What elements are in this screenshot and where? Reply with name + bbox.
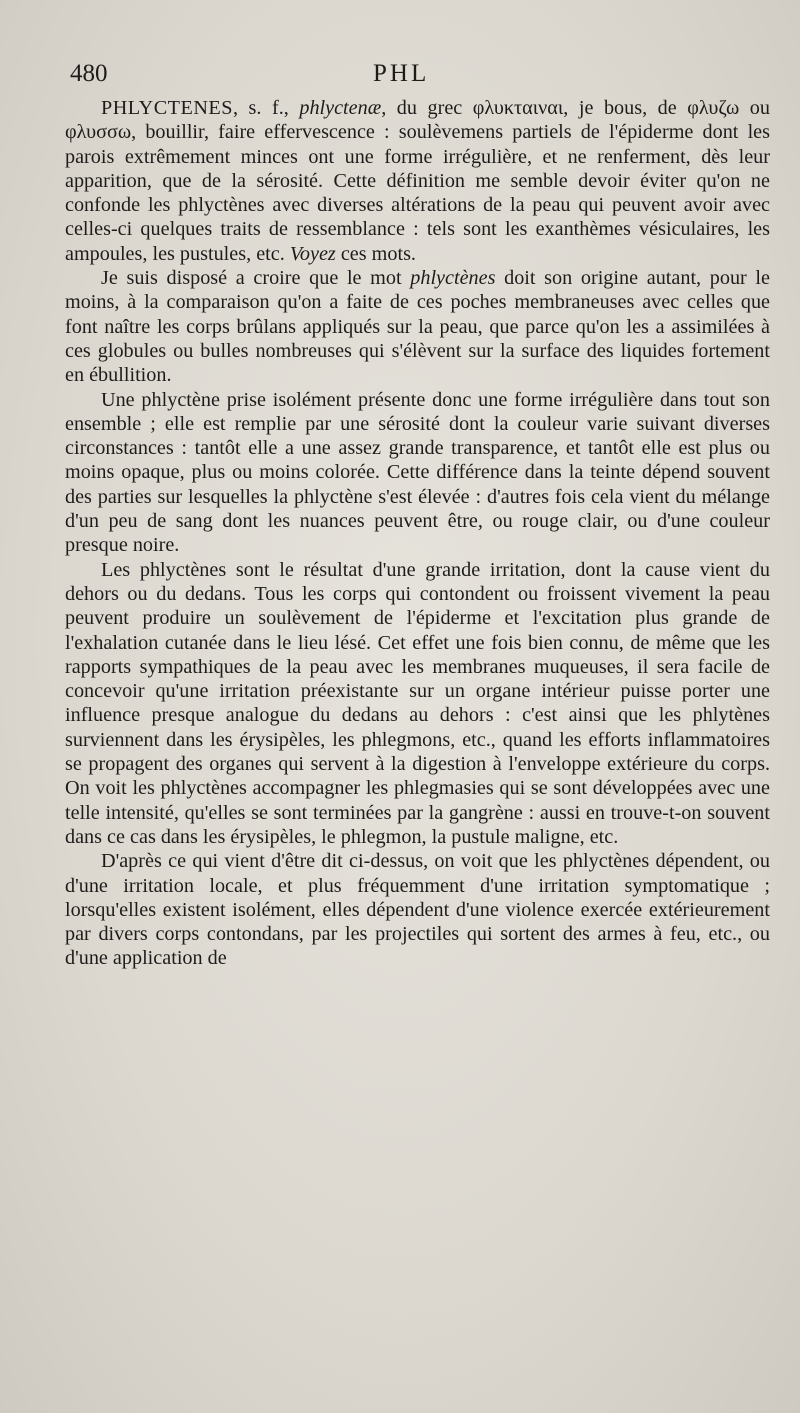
page-header: [70, 60, 770, 94]
headword: PHLYCTENES: [101, 97, 233, 119]
running-head: PHL: [373, 60, 430, 87]
see-reference: Voyez: [289, 242, 336, 265]
latin-term: phlyctenæ: [299, 97, 382, 119]
p1-part-a: , s. f.,: [232, 97, 300, 119]
paragraph-1: [65, 96, 770, 266]
page-number: 480: [70, 60, 108, 87]
p1-part-b: , du grec φλυκταιναι, je bous, de φλυζω ou φλυσσω, bouillir, faire effervescence : soulèvemens partiels de l'épiderme dont les parois extrêmement minces ont une forme irrégulière, et ne renferment, dès leur apparition, que de la sérosité. Cette définition me semble devoir éviter qu'on ne confonde les phlyctènes avec diverses altérations de la peau qui peuvent avoir avec celles-ci quelques traits de ressemblance : tels sont les exanthèmes vésiculaires, les ampoules, les pustules, etc.: [65, 97, 770, 265]
paragraph-5: D'après ce qui vient d'être dit ci-dessus, on voit que les phlyctènes dépendent, ou d'une irritation locale, et plus fréquemment d'une irritation symptomatique ; lorsqu'elles existent isolément, elles dépendent d'une violence exercée extérieurement par divers corps contondans, par les projectiles qui sortent des armes à feu, etc., ou d'une application de: [65, 850, 770, 970]
p1-part-c: ces mots.: [335, 242, 416, 265]
article-body: [65, 96, 770, 971]
paragraph-2: [65, 266, 770, 387]
p2-part-a: Je suis disposé a croire que le mot: [101, 267, 411, 290]
term-phlyctenes: phlyctènes: [410, 267, 496, 290]
paragraph-3: Une phlyctène prise isolément présente donc une forme irrégulière dans tout son ensemble ; elle est remplie par une sérosité dont la couleur varie suivant diverses circonstances : tantôt elle a une assez grande transparence, et tantôt elle est plus ou moins opaque, plus ou moins colorée. Cette différence dans la teinte dépend souvent des parties sur lesquelles la phlyctène s'est élevée : d'autres fois cela vient du mélange d'un peu de sang dont les nuances peuvent être, ou rouge clair, ou d'une couleur presque noire.: [65, 388, 770, 557]
paragraph-4: Les phlyctènes sont le résultat d'une grande irritation, dont la cause vient du dehors ou du dedans. Tous les corps qui contondent ou froissent vivement la peau peuvent produire un soulèvement de l'épiderme et l'excitation plus grande de l'exhalation cutanée dans le lieu lésé. Cet effet une fois bien connu, de même que les rapports sympathiques de la peau avec les membranes muqueuses, il sera facile de concevoir qu'une irritation préexistante sur un organe intérieur puisse porter une influence presque analogue du dedans au dehors : c'est ainsi que les phlytènes surviennent dans les érysipèles, les phlegmons, etc., quand les efforts inflammatoires se propagent des organes qui servent à la digestion à l'enveloppe extérieure du corps. On voit les phlyctènes accompagner les phlegmasies qui se sont développées avec une telle intensité, qu'elles se sont terminées par la gangrène : aussi en trouve-t-on souvent dans ce cas dans les érysipèles, le phlegmon, la pustule maligne, etc.: [65, 558, 770, 848]
p2-part-b: doit son origine autant, pour le moins, à la comparaison qu'on a faite de ces poches membraneuses avec celles que font naître les corps brûlans appliqués sur la peau, que parce qu'on les a assimilées à ces globules ou bulles nombreuses qui s'élèvent sur la surface des liquides fortement en ébullition.: [65, 267, 770, 387]
